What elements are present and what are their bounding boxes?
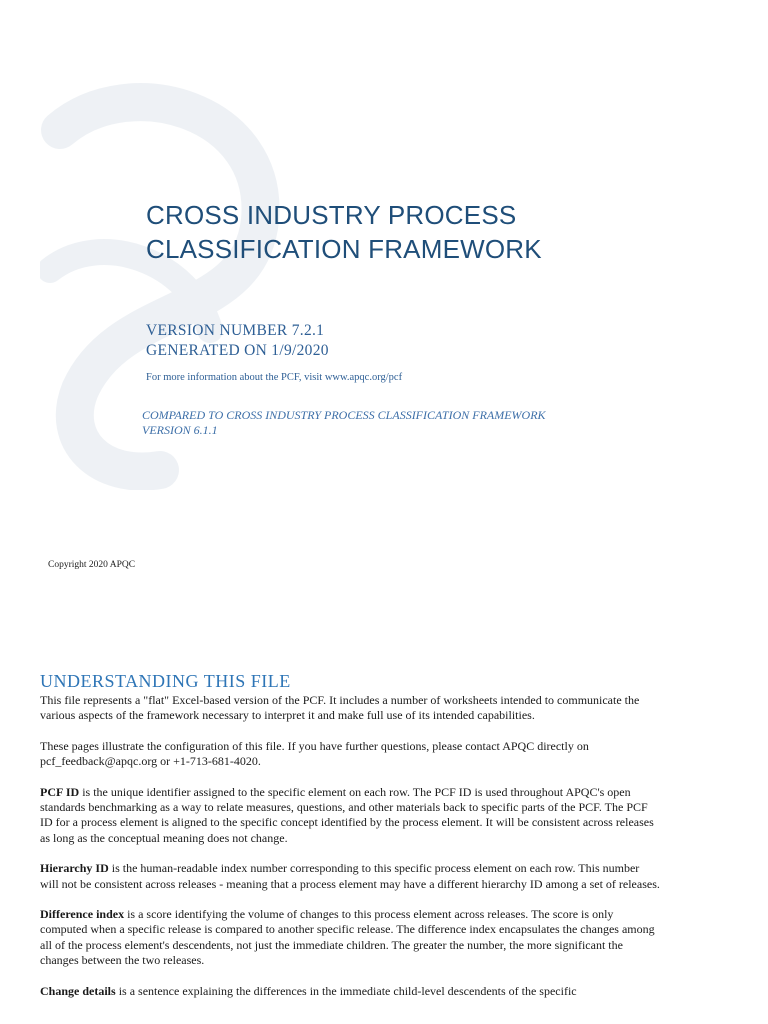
term-paragraph-change-details	[40, 984, 660, 999]
term-label: PCF ID	[40, 784, 80, 799]
term-definition: is a score identifying the volume of changes to this process element across releases. The score is only computed when a specific release is compared to another specific release. The difference index encapsulates the changes among all of the process element's descendents, not just the immediate children. The greater the number, the more significant the changes between the two releases.	[40, 907, 655, 968]
title-line-2: CLASSIFICATION FRAMEWORK	[146, 234, 542, 264]
term-paragraph-pcf-id	[40, 785, 660, 847]
term-label: Change details	[40, 983, 116, 998]
term-definition: is the human-readable index number corresponding to this specific process element on each row. This number will not be consistent across releases - meaning that a process element may have a different hierarchy ID among a set of releases.	[40, 861, 660, 891]
version-block	[146, 321, 329, 361]
comparison-note	[142, 408, 622, 438]
more-info-text: For more information about the PCF, visit www.apqc.org/pcf	[146, 372, 403, 383]
intro-paragraph: This file represents a "flat" Excel-based version of the PCF. It includes a number of worksheets intended to communicate the various aspects of the framework necessary to interpret it and make full use of its intended capabilities.	[40, 693, 640, 723]
term-paragraph-difference-index	[40, 907, 660, 969]
term-definition: is a sentence explaining the differences in the immediate child-level descendents of the specific	[115, 983, 577, 998]
title-line-1: CROSS INDUSTRY PROCESS	[146, 200, 517, 230]
contact-paragraph: These pages illustrate the configuration of this file. If you have further questions, please contact APQC directly on pcf_feedback@apqc.org or +1-713-681-4020.	[40, 738, 589, 769]
comparison-line-1: COMPARED TO CROSS INDUSTRY PROCESS CLASSIFICATION FRAMEWORK	[142, 408, 546, 422]
comparison-line-2: VERSION 6.1.1	[142, 423, 218, 437]
section-heading: UNDERSTANDING THIS FILE	[40, 671, 291, 691]
copyright-notice: Copyright 2020 APQC	[48, 560, 136, 570]
term-paragraph-hierarchy-id	[40, 861, 660, 892]
document-title	[146, 198, 542, 266]
version-number: VERSION NUMBER 7.2.1	[146, 322, 325, 339]
generated-date: GENERATED ON 1/9/2020	[146, 342, 329, 359]
term-definition: is the unique identifier assigned to the specific element on each row. The PCF ID is used throughout APQC's open standards benchmarking as a way to relate measures, questions, and other materials back to specific parts of the PCF. The PCF ID for a process element is aligned to the specific concept identified by the process element. It will be consistent across releases as long as the conceptual meaning does not change.	[40, 784, 654, 845]
term-label: Hierarchy ID	[40, 861, 109, 876]
section-body	[40, 693, 660, 1014]
term-label: Difference index	[40, 907, 125, 922]
